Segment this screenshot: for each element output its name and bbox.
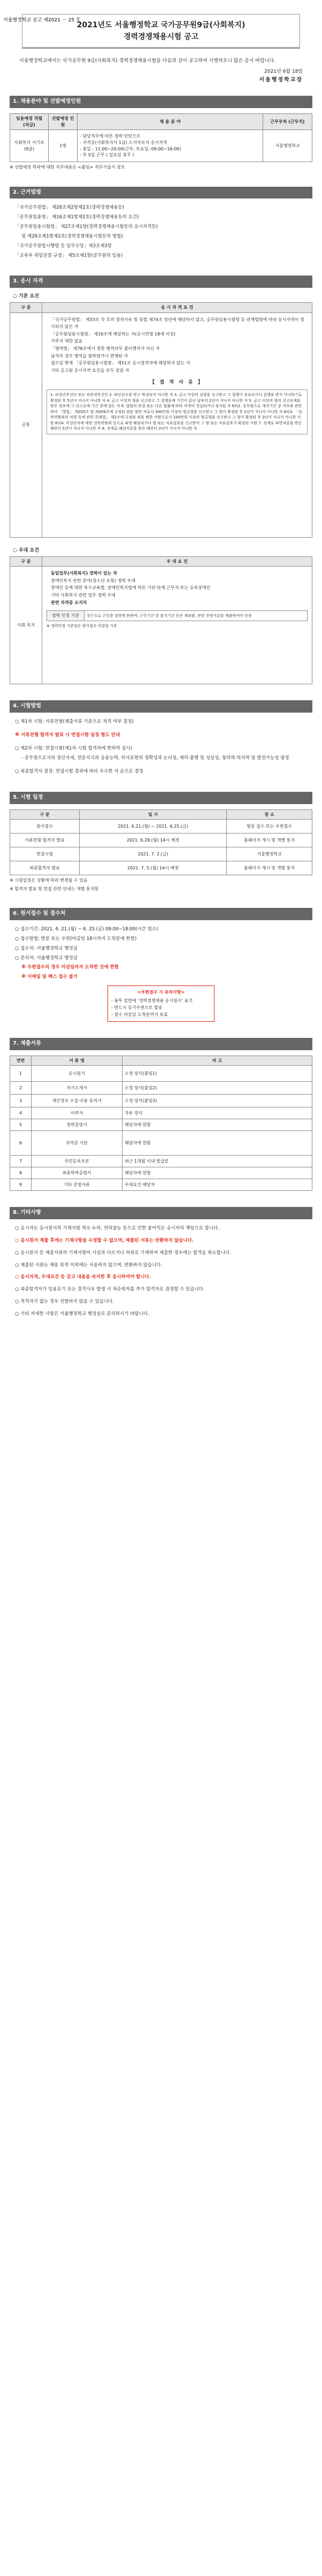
application-info bbox=[10, 926, 312, 981]
doc-cell: 경력증명서 bbox=[32, 1119, 122, 1131]
doc-cell: 최종학력증명서 bbox=[32, 1167, 122, 1179]
criteria-heading: 【 결 격 사 유 】 bbox=[150, 380, 204, 386]
th-rank: 임용예정 직렬 (직급) bbox=[10, 113, 49, 129]
cell-rank: 사회복지 서기보 (9급) bbox=[10, 130, 49, 162]
misc-item: ○ 제출된 서류는 채용 목적 이외에는 사용하지 않으며, 반환하지 않습니다. bbox=[15, 1262, 163, 1268]
doc-cell: 자기소개서 bbox=[32, 1082, 122, 1095]
sched-note: ※ 합격자 발표 및 면접 관련 안내는 개별 통지함 bbox=[10, 886, 99, 891]
sched-cell: 서류전형 합격자 발표 bbox=[10, 834, 80, 847]
sched-note: ※ 시험일정은 상황에 따라 변경될 수 있음 bbox=[10, 878, 88, 883]
list-item: 장애인 등에 대한 특수교육법, 장애인복지법에 따른 기관·단체 근무자 또는 등록장애인 bbox=[51, 585, 211, 591]
section-2-header: 2. 근거법령 bbox=[10, 187, 312, 199]
doc-cell: 응시원서 bbox=[32, 1066, 122, 1082]
law-list bbox=[10, 204, 312, 259]
doc-cell: 자유 양식 bbox=[122, 1107, 312, 1119]
doc-cell: 이력서 bbox=[32, 1107, 122, 1119]
field-line: - 자격증(사회복지사 1급) 소지자로서 응시자격 bbox=[80, 140, 167, 146]
th-category: 구 분 bbox=[10, 303, 42, 313]
notice-date: 2021년 6월 18일 bbox=[264, 68, 303, 74]
pref-inner-text: 상근으로 근무한 경력에 한하며, 근무기간 중 휴직기간 등은 제외함. 관련 증빙서류를 제출하여야 인정 bbox=[85, 611, 308, 621]
law-item: 및 제28조제1항제2호(경력경쟁채용시험등의 방법) bbox=[21, 233, 123, 239]
app-item: ○ 접수기간: 2021. 6. 21.(월) ~ 6. 25.(금) 09:00~18:00(시간 엄수) bbox=[15, 926, 158, 932]
notice-number: 서울행정학교 공고 제2021 － 25 호 bbox=[3, 18, 81, 23]
sched-cell: 최종합격자 발표 bbox=[10, 861, 80, 875]
doc-cell: 해당자에 한함 bbox=[122, 1167, 312, 1179]
cell-pref-reqs bbox=[42, 567, 312, 684]
doc-cell: 소정 양식(붙임3) bbox=[122, 1095, 312, 1107]
list-item: 기타 사회복지 관련 업무 경력 우대 bbox=[51, 593, 116, 598]
callout-line: - 접수 마감일 도착분까지 유효 bbox=[111, 1012, 168, 1017]
law-item: 「공무원임용시험령」 제27조제1항(경력경쟁채용시험등의 응시자격등) bbox=[15, 224, 158, 230]
postal-callout bbox=[108, 985, 214, 1022]
list-item: 관련 자격증 소지자 bbox=[51, 600, 87, 605]
page-title-line2: 경력경쟁채용시험 공고 bbox=[123, 33, 199, 42]
field-line: - 휴일 : 11:00~20:00(근무, 토요일: 09:00~16:00) bbox=[80, 146, 181, 151]
misc-item: ○ 응시원서 등 제출서류의 기재사항이 사실과 다르거나 허위로 기재하여 제출한 경우에는 합격을 취소합니다. bbox=[15, 1250, 231, 1256]
list-item: 「병역법」 제76조에서 정한 병역의무 불이행자가 아닌 자 bbox=[51, 346, 160, 351]
doc-cell: 1 bbox=[10, 1066, 32, 1082]
law-item: 「국가공무원법시행령 등 임무수당」제3조제3항 bbox=[15, 243, 112, 249]
basic-req-heading: ○ 기본 요건 bbox=[13, 293, 39, 299]
exam-item: ○ 최종합격자 결정: 면접시험 결과에 따라 우수한 자 순으로 결정 bbox=[15, 769, 143, 775]
doc-cell: 2 bbox=[10, 1082, 32, 1095]
exam-item: ○ 제2차 시험: 면접시험(제1차 시험 합격자에 한하여 실시) bbox=[15, 745, 133, 751]
sched-cell: 원서접수 bbox=[10, 820, 80, 834]
basic-req-table bbox=[10, 302, 312, 538]
doc-cell: 소정 양식(붙임1) bbox=[122, 1066, 312, 1082]
list-item: 「공무원임용시험령」 제16조에 해당하는 자(응시연령 18세 이상) bbox=[51, 331, 176, 337]
sec1-note: ※ 선발예정 학과에 대한 직무내용은 <붙임> 직무기술서 참조 bbox=[10, 165, 125, 170]
misc-red-item: ○ 응시원서 제출 후에는 기재사항을 수정할 수 없으며, 제출된 서류는 반환하지 않습니다. bbox=[15, 1237, 194, 1243]
callout-heading: <우편접수 시 유의사항> bbox=[137, 990, 185, 995]
field-line: - 주 5일 근무 ( 일요일 휴무 ) bbox=[80, 152, 134, 158]
misc-item: ○ 기타 자세한 사항은 서울행정학교 행정실로 문의하시기 바랍니다. bbox=[15, 1311, 149, 1317]
sched-cell: 방문 접수 또는 우편접수 bbox=[227, 820, 312, 834]
doc-cell: 7 bbox=[10, 1156, 32, 1167]
sched-cell: 홈페이지 게시 및 개별 통지 bbox=[227, 834, 312, 847]
law-item: 「국가공무원법」 제28조제2항제2호(경력경쟁채용등) bbox=[15, 205, 124, 211]
sched-cell: 2021. 7. 2.(금) bbox=[80, 847, 227, 861]
list-item: 기타 공고된 응시자격 요건을 모두 갖춘 자 bbox=[51, 368, 129, 373]
th-field: 채 용 분 야 bbox=[78, 113, 263, 129]
sched-cell: 2021. 6.28.(월) 14시 예정 bbox=[80, 834, 227, 847]
misc-item: ○ 최종합격자가 임용포기 또는 결격사유 발생 시 차순위자를 추가 합격자로 결정할 수 있습니다. bbox=[15, 1287, 205, 1293]
doc-cell: 주민등록초본 bbox=[32, 1156, 122, 1167]
app-red-note: ※ 이메일 및 팩스 접수 불가 bbox=[21, 974, 78, 980]
exam-method bbox=[10, 718, 312, 776]
doc-cell: 개인정보 수집·이용 동의서 bbox=[32, 1095, 122, 1107]
schedule-table bbox=[10, 809, 312, 876]
cell-common-reqs bbox=[42, 312, 312, 537]
callout-line: - 반드시 등기우편으로 발송 bbox=[111, 1005, 163, 1010]
section-3-header: 3. 응시 자격 bbox=[10, 276, 312, 288]
doc-cell: 최근 1개월 이내 발급분 bbox=[122, 1156, 312, 1167]
doc-cell: 우대요건 해당자 bbox=[122, 1179, 312, 1191]
app-item: ○ 문의처: 서울행정학교 행정실 bbox=[15, 955, 78, 961]
pref-inner-table bbox=[47, 610, 308, 621]
sched-cell: 2021. 7. 5.(월) 14시 예정 bbox=[80, 861, 227, 875]
list-item: 「국가공무원법」 제33조 각 호의 결격사유 및 동법 제74조 정년에 해당하지 않고, 공무원임용시험령 등 관계법령에 따라 응시자격이 정지되지 않은 자 bbox=[51, 317, 304, 330]
misc-red-item: ○ 응시자격, 우대요건 등 공고 내용을 숙지한 후 응시하여야 합니다. bbox=[15, 1274, 151, 1280]
field-line: - 담당직무에 따른 경력·인턴으로 bbox=[80, 134, 141, 139]
misc-item: ○ 적격자가 없는 경우 선발하지 않을 수 있습니다. bbox=[15, 1299, 114, 1305]
exam-red-note: ※ 서류전형 합격자 발표 시 면접시험 일정 별도 안내 bbox=[15, 732, 120, 738]
th-count: 선발예정 인원 bbox=[49, 113, 78, 129]
th-workplace: 근무부처 (근무지) bbox=[263, 113, 312, 129]
doc-cell: 기타 증빙서류 bbox=[32, 1179, 122, 1191]
criteria-box: 1. 피성년후견인 또는 피한정후견인 2. 파산선고를 받고 복권되지 아니한 자 3. 금고 이상의 실형을 선고받고 그 집행이 종료되거나 집행을 받지 아니하기로 확정된 후 5년이 지나지 아니한 자 4. 금고 이상의 형을 선고받고 그 집행유예 기간이 끝난 날부터 2년이 지나지 아니한 자 5. 금고 이상의 형의 선고유예를 받은 경우에 그 선고유예 기간 중에 있는 자 6. 법원의 판결 또는 다른 법률에 따라 자격이 상실되거나 정지된 자 6의2. 공무원으로 재직기간 중 직무와 관련하여 「형법」 제355조 및 제356조에 규정된 죄를 범한 자로서 300만원 이상의 벌금형을 선고받고 그 형이 확정된 후 2년이 지나지 아니한 자 6의3. 「성폭력범죄의 처벌 등에 관한 특례법」 제2조에 규정된 죄를 범한 사람으로서 100만원 이상의 벌금형을 선고받고 그 형이 확정된 후 3년이 지나지 아니한 사람 6의4. 미성년자에 대한 성폭력범죄 등으로 파면·해임되거나 형 또는 치료감호를 선고받아 그 형 또는 치료감호가 확정된 사람 7. 징계로 파면처분을 받은 때부터 5년이 지나지 아니한 자 8. 징계로 해임처분을 받은 때부터 3년이 지나지 아니한 자 bbox=[47, 389, 308, 434]
list-item: 동일업무(사회복지) 경력이 있는 자 bbox=[51, 571, 117, 576]
cell-fields bbox=[78, 130, 263, 162]
doc-cell: 8 bbox=[10, 1167, 32, 1179]
doc-cell: 5 bbox=[10, 1119, 32, 1131]
section-5-header: 5. 시험 일정 bbox=[10, 792, 312, 804]
sched-cell: 면접시험 bbox=[10, 847, 80, 861]
sched-cell: 서울행정학교 bbox=[227, 847, 312, 861]
sched-cell: 홈페이지 게시 및 개별 통지 bbox=[227, 861, 312, 875]
doc-cell: 4 bbox=[10, 1107, 32, 1119]
app-item: ○ 접수방법: 방문 또는 우편(마감일 18시까지 도착분에 한함) bbox=[15, 936, 137, 942]
misc-item: ○ 응시자는 응시원서의 기재사항 착오·누락, 연락불능 등으로 인한 불이익은 응시자의 책임으로 합니다. bbox=[15, 1225, 219, 1231]
section-6-header: 6. 원서접수 및 접수처 bbox=[10, 908, 312, 920]
th-pref-requirements: 우 대 요 건 bbox=[42, 556, 312, 567]
list-item: 접수일 현재 「공무원임용시험령」 제51조 응시결격자에 해당하지 않는 자 bbox=[51, 361, 190, 366]
exam-item: - 공무원으로서의 정신자세, 전문지식과 응용능력, 의사표현의 정확성과 논리성, 예의·품행 및 성실성, 창의력·의지력 및 발전가능성 평정 bbox=[21, 755, 289, 761]
cell-workplace: 서울행정학교 bbox=[263, 130, 312, 162]
common-req-list bbox=[47, 316, 308, 374]
documents-table bbox=[10, 1056, 312, 1191]
th-sched-datetime: 일 시 bbox=[80, 809, 227, 820]
sched-cell: 2021. 6.21.(월) ~ 2021. 6.25.(금) bbox=[80, 820, 227, 834]
th-sched-place: 장 소 bbox=[227, 809, 312, 820]
pref-inner-label: 경력 인정 기준 bbox=[47, 611, 85, 621]
list-item: 장애인복지 관련 분야(청소년 포함) 경력 우대 bbox=[51, 578, 136, 583]
section-7-header: 7. 제출서류 bbox=[10, 1038, 312, 1050]
page-title-line1: 2021년도 서울행정학교 국가공무원9급(사회복지) bbox=[76, 21, 246, 29]
th-doc-remark: 비 고 bbox=[122, 1056, 312, 1066]
th-pref-category: 구 분 bbox=[10, 556, 42, 567]
callout-line: - 봉투 겉면에 ‘경력경쟁채용 응시원서’ 표기 bbox=[111, 998, 193, 1003]
pref-req-heading: ○ 우대 요건 bbox=[13, 547, 39, 553]
section-4-header: 4. 시험방법 bbox=[10, 700, 312, 713]
list-item: 거주지 제한 없음 bbox=[51, 339, 83, 344]
list-item: 남자의 경우 병역을 필하였거나 면제된 자 bbox=[51, 353, 128, 358]
doc-cell: 해당자에 한함 bbox=[122, 1131, 312, 1156]
section-8-header: 8. 기타사항 bbox=[10, 1207, 312, 1219]
misc-list bbox=[10, 1225, 312, 1318]
app-item: ○ 접수처: 서울행정학교 행정실 bbox=[15, 945, 78, 951]
doc-cell: 3 bbox=[10, 1095, 32, 1107]
cell-count: 1명 bbox=[49, 130, 78, 162]
th-sched-category: 구 분 bbox=[10, 809, 80, 820]
signer: 서울행정학교장 bbox=[259, 77, 303, 83]
doc-cell: 해당자에 한함 bbox=[122, 1119, 312, 1131]
th-doc-name: 서 류 명 bbox=[32, 1056, 122, 1066]
th-doc-no: 연번 bbox=[10, 1056, 32, 1066]
notice-page bbox=[0, 14, 322, 1318]
lead-paragraph: 서울행정학교에서는 국가공무원 9급(사회복지) 경력경쟁채용시험을 다음과 같이 공고하여 시행하오니 많은 응시 바랍니다. bbox=[19, 58, 275, 64]
recruit-table bbox=[10, 113, 312, 162]
doc-cell: 소정 양식(붙임2) bbox=[122, 1082, 312, 1095]
doc-cell: 자격증 사본 bbox=[32, 1131, 122, 1156]
law-item: 「공무원임용령」 제16조제1항제2호(경력경쟁채용등의 요건) bbox=[15, 215, 139, 220]
th-requirements: 응 시 자 격 요 건 bbox=[42, 303, 312, 313]
doc-cell: 9 bbox=[10, 1179, 32, 1191]
app-red-note: ※ 우편접수의 경우 마감일까지 도착한 것에 한함 bbox=[21, 965, 119, 970]
law-item: 「교육부 위임전결 규정」 제5조제1항(공무원의 임용) bbox=[15, 253, 123, 258]
cell-pref-label: 사회 복지 bbox=[10, 567, 42, 684]
pref-req-list bbox=[47, 570, 308, 606]
cell-common-label: 공통 bbox=[10, 312, 42, 537]
pref-req-table bbox=[10, 556, 312, 685]
section-1-header: 1. 채용분야 및 선발예정인원 bbox=[10, 96, 312, 108]
doc-cell: 6 bbox=[10, 1131, 32, 1156]
exam-item: ○ 제1차 시험: 서류전형(제출서류 기준으로 적격 여부 결정) bbox=[15, 718, 134, 724]
pref-note: ※ 경력인정 기준일은 원서접수 마감일 기준 bbox=[47, 623, 117, 628]
